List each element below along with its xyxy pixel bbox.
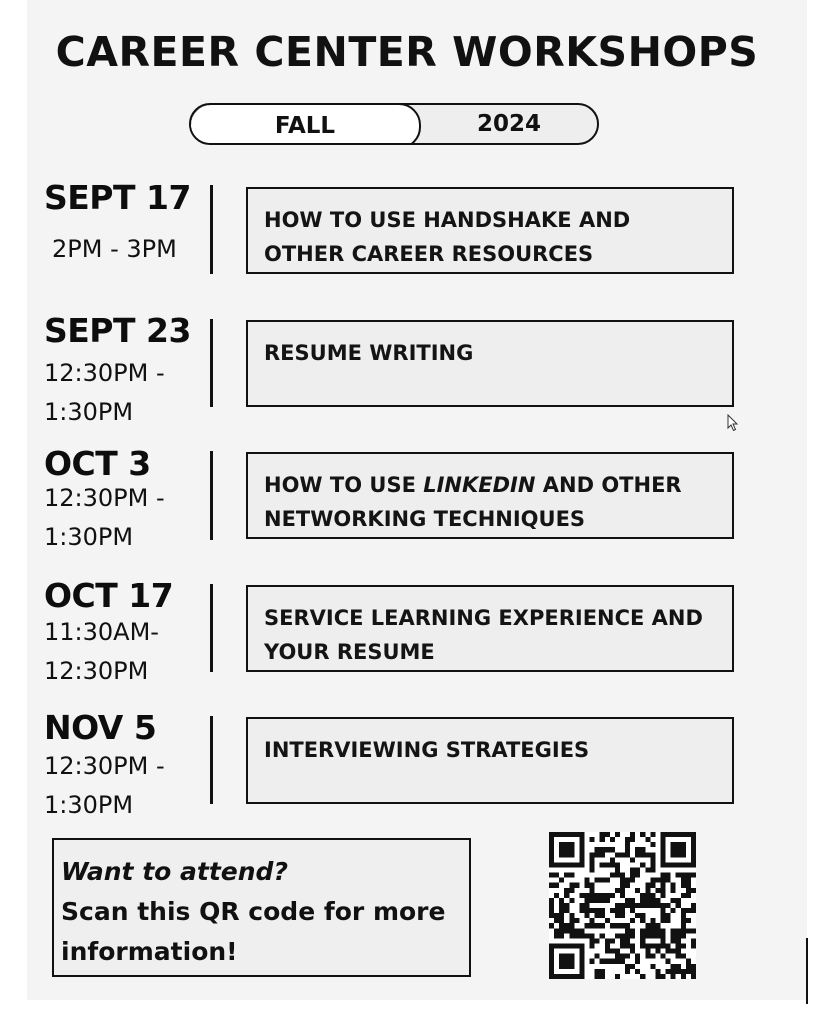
- workshop-topic-part: HOW TO USE: [264, 473, 424, 497]
- workshop-date: OCT 3: [44, 444, 151, 483]
- workshop-topic-box: [246, 320, 734, 407]
- divider: [210, 185, 213, 274]
- workshop-topic-box: [246, 452, 734, 539]
- workshop-date: OCT 17: [44, 576, 174, 615]
- divider: [210, 319, 213, 407]
- workshop-topic: RESUME WRITING: [264, 341, 474, 365]
- workshop-time: 11:30AM- 12:30PM: [44, 618, 159, 685]
- workshop-time: 12:30PM - 1:30PM: [44, 359, 165, 426]
- term-pill: [189, 103, 599, 145]
- workshop-topic-box: [246, 187, 734, 274]
- term-season: FALL: [189, 103, 421, 145]
- workshop-time: 12:30PM - 1:30PM: [44, 752, 165, 819]
- divider: [210, 451, 213, 540]
- divider: [210, 584, 213, 672]
- workshop-date: NOV 5: [44, 708, 157, 747]
- workshop-time: 2PM - 3PM: [52, 235, 177, 263]
- workshop-topic: SERVICE LEARNING EXPERIENCE AND YOUR RESUME: [264, 606, 703, 664]
- workshop-topic-part: AND OTHER NETWORKING TECHNIQUES: [264, 473, 682, 531]
- workshop-topic-box: [246, 585, 734, 672]
- workshop-time: 12:30PM - 1:30PM: [44, 484, 165, 551]
- workshop-topic-box: [246, 717, 734, 804]
- attend-question: Want to attend?: [61, 857, 288, 886]
- attend-callout: [52, 838, 471, 977]
- divider: [210, 716, 213, 804]
- edge-divider: [806, 938, 808, 1004]
- workshop-topic: HOW TO USE HANDSHAKE AND OTHER CAREER RESOURCES: [264, 208, 631, 266]
- workshop-topic-italic: LINKEDIN: [423, 473, 536, 497]
- mouse-cursor-icon: [727, 414, 739, 432]
- term-year: 2024: [476, 110, 541, 137]
- workshop-date: SEPT 23: [44, 311, 191, 350]
- poster-title: CAREER CENTER WORKSHOPS: [55, 28, 759, 76]
- attend-instruction: Scan this QR code for more information!: [61, 897, 446, 966]
- workshop-date: SEPT 17: [44, 178, 191, 217]
- qr-code-icon[interactable]: [549, 832, 696, 979]
- workshop-topic: INTERVIEWING STRATEGIES: [264, 738, 590, 762]
